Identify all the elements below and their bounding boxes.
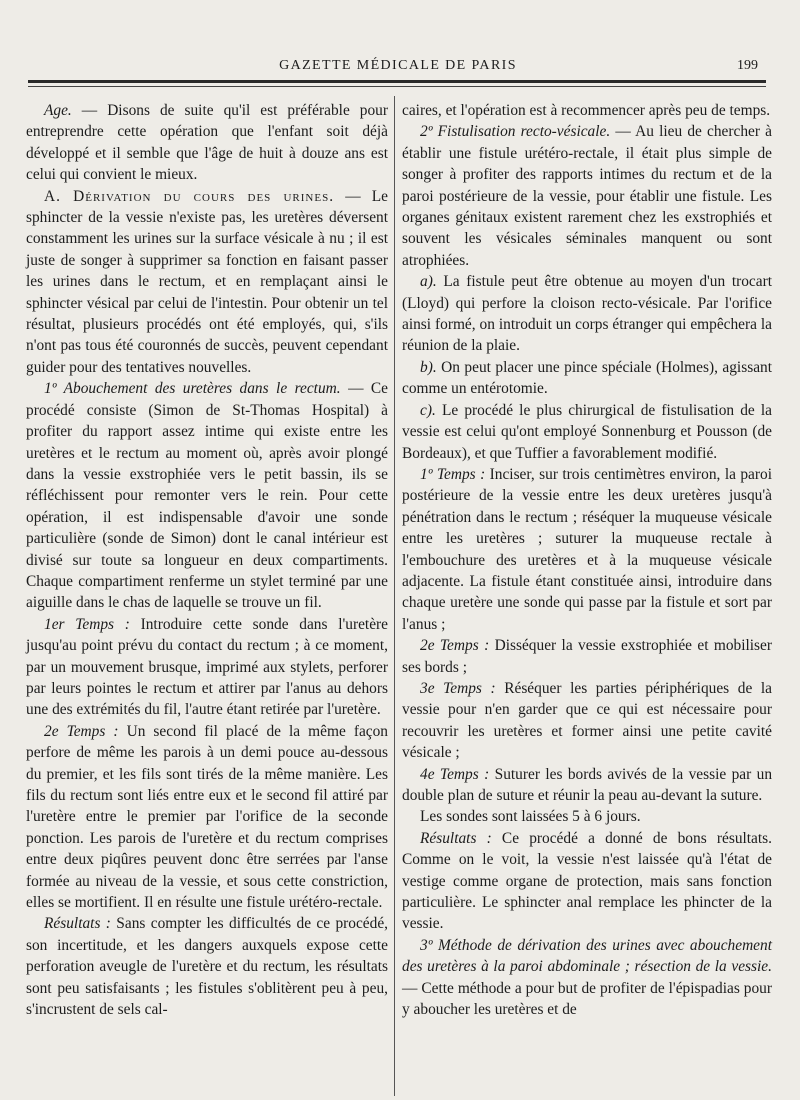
paragraph-text: Inciser, sur trois centimètres environ, la paroi postérieure de la vessie entre les deux uretères jusqu'à pénétration dans le rectum ; réséquer la muqueuse vésicale entre les uretères ; suturer la muqueuse rectale à l'embouchure des uretères et à la muqueuse vésicale adjacente. La fistule étant constituée ainsi, introduire dans chaque uretère une sonde qui passe par la fistule et sort par l'anus ;: [402, 465, 772, 633]
paragraph-text: Ce procédé a donné de bons résultats. Comme on le voit, la vessie n'est laissée qu'à l'état de vestige comme organe de protection, mais sans fonction particulière. Le sphincter anal remplace les phincter de la vessie.: [402, 829, 773, 933]
paragraph-continuation: [402, 100, 772, 121]
paragraph-sondes: [402, 806, 772, 827]
paragraph-text: Disséquer la vessie exstrophiée et mobiliser ses bords ;: [402, 637, 773, 676]
header-rule: [28, 80, 766, 83]
paragraph-resultats: [26, 913, 388, 1020]
paragraph-derivation: [26, 186, 388, 379]
paragraph-lead: 2e Temps :: [44, 722, 119, 740]
paragraph-lead: 2e Temps :: [420, 637, 490, 655]
paragraph-text: — Disons de suite qu'il est préférable pour entreprendre cette opération que l'enfant soit déjà développé et il semble que l'âge de huit à douze ans est celui qui convient le mieux.: [26, 102, 388, 184]
paragraph-age: [26, 100, 388, 186]
paragraph-text: — Ce procédé consiste (Simon de St-Thomas Hospital) à profiter du rapport assez intime qui existe entre les uretères et le rectum au moment où, après avoir plongé dans la vessie exstrophiée vers le petit bassin, ils se réfléchissent pour remonter vers le rein. Pour cette opération, il est indispensable d'avoir une sonde particulière (sonde de Simon) dont le canal intérieur est divisé sur toute sa longueur en deux compartiments. Chaque compartiment renferme un stylet terminé par une aiguille dans le chas de laquelle se trouve un fil.: [26, 380, 388, 612]
left-column: [26, 100, 388, 1020]
subsection-heading: 2º Fistulisation recto-vésicale.: [420, 123, 611, 141]
paragraph-methode-3: [402, 935, 772, 1021]
paragraph-lead: Résultats :: [420, 829, 492, 847]
paragraph-abouchement: [26, 378, 388, 613]
paragraph-lead: b).: [420, 358, 437, 376]
paragraph-text: Les sondes sont laissées 5 à 6 jours.: [420, 808, 641, 826]
paragraph-lead: 3e Temps :: [420, 679, 496, 697]
paragraph-text: Réséquer les parties périphériques de la vessie pour n'en garder que ce qui est nécessaire pour recouvrir les uretères et former ainsi une petite cavité vésicale ;: [402, 679, 772, 762]
paragraph-lead: 4e Temps :: [420, 765, 490, 783]
paragraph-text: Sans compter les difficultés de ce procédé, son incertitude, et les dangers auxquels expose cette perforation aveugle de l'uretère et du rectum, les résultats sont peu satisfaisants ; les fistules s'oblitèrent peu à peu, s'incrustent de sels cal-: [26, 915, 389, 1019]
paragraph-temps-3: [402, 678, 772, 764]
paragraph-lead: Age.: [44, 102, 72, 119]
paragraph-text: On peut placer une pince spéciale (Holmes), agissant comme un entérotomie.: [402, 358, 772, 398]
paragraph-lead: 1er Temps :: [44, 615, 130, 633]
paragraph-item-c: [402, 400, 772, 464]
paragraph-item-b: [402, 357, 772, 400]
subsection-heading: 3º Méthode de dérivation des urines avec abouchement des uretères à la paroi abdominale ; résection de la vessie.: [402, 936, 772, 976]
page-number: 199: [737, 58, 758, 73]
running-header: [28, 56, 768, 78]
paragraph-temps-1: [26, 614, 388, 721]
subsection-heading: 1º Abouchement des uretères dans le rectum.: [44, 380, 341, 398]
right-column: [402, 100, 772, 1020]
paragraph-text: Le procédé le plus chirurgical de fistulisation de la vessie est celui qu'ont employé Sonnenburg et Pousson (de Bordeaux), et que Tuffier a favorablement modifié.: [402, 401, 772, 462]
paragraph-temps-2: [26, 721, 388, 914]
paragraph-item-a: [402, 271, 772, 357]
paragraph-text: — Cette méthode a pour but de profiter de l'épispadias pour y aboucher les uretères et de: [402, 979, 772, 1019]
journal-title: GAZETTE MÉDICALE DE PARIS: [279, 58, 517, 73]
paragraph-text: La fistule peut être obtenue au moyen d'un trocart (Lloyd) qui perfore la cloison recto-vésicale. Par l'orifice ainsi formé, on introduit un corps étranger qui empêchera la réunion de la plaie.: [402, 273, 772, 355]
paragraph-temps-4: [402, 764, 772, 807]
paragraph-text: Introduire cette sonde dans l'uretère jusqu'au point prévu du contact du rectum ; à ce moment, par un mouvement brusque, imprimé aux stylets, perforer par leurs pointes le rectum et attirer par l'anus au dehors une des extrémités du fil, l'autre étant retirée par l'uretère.: [26, 615, 388, 719]
column-divider: [394, 96, 395, 1096]
paragraph-lead: a).: [420, 273, 437, 291]
header-rule-thin: [28, 86, 766, 87]
paragraph-text: — Le sphincter de la vessie n'existe pas, les uretères déversent constamment les urines sur la surface vésicale à nu ; il est juste de songer à supprimer sa fonction en faisant passer les urines dans le rectum, et en remplaçant ainsi le sphincter vésical par celui de l'intestin. Pour obtenir un tel résultat, plusieurs procédés ont été employés, qui, s'ils n'ont pas tous été couronnés de succès, peuvent cependant guider pour des tentatives nouvelles.: [26, 187, 388, 376]
paragraph-lead: 1º Temps :: [420, 465, 486, 483]
paragraph-lead: Résultats :: [44, 915, 111, 933]
paragraph-text: caires, et l'opération est à recommencer après peu de temps.: [402, 102, 771, 119]
section-heading: A. Dérivation du cours des urines.: [44, 187, 335, 205]
paragraph-resultats: [402, 828, 772, 935]
paragraph-text: Suturer les bords avivés de la vessie par un double plan de suture et réunir la peau au-devant la suture.: [402, 765, 773, 804]
paragraph-text: Un second fil placé de la même façon perfore de même les parois à un demi pouce au-dessous du premier, et les fils sont tirés de la même manière. Les fils du rectum sont liés entre eux et le second fil attiré par l'uretère entre le premier par l'orifice de la seconde ponction. Les parois de l'uretère et du rectum comprises entre deux piqûres peuvent donc être serrées par l'anse formée au niveau de la vessie, et sous cette constriction, elles se mortifient. Il en résulte une fistule urétéro-rectale.: [26, 722, 389, 912]
paragraph-temps-2: [402, 635, 772, 678]
paragraph-temps-1: [402, 464, 772, 635]
paragraph-fistulisation: [402, 121, 772, 271]
paragraph-text: — Au lieu de chercher à établir une fistule urétéro-rectale, il était plus simple de songer à profiter des rapports intimes du rectum et de la paroi postérieure de la vessie, pour établir une fistule. Les organes génitaux existent rarement chez les exstrophiés et souvent les vésicales séminales manquent ou sont atrophiées.: [402, 123, 772, 269]
paragraph-lead: c).: [420, 401, 436, 419]
